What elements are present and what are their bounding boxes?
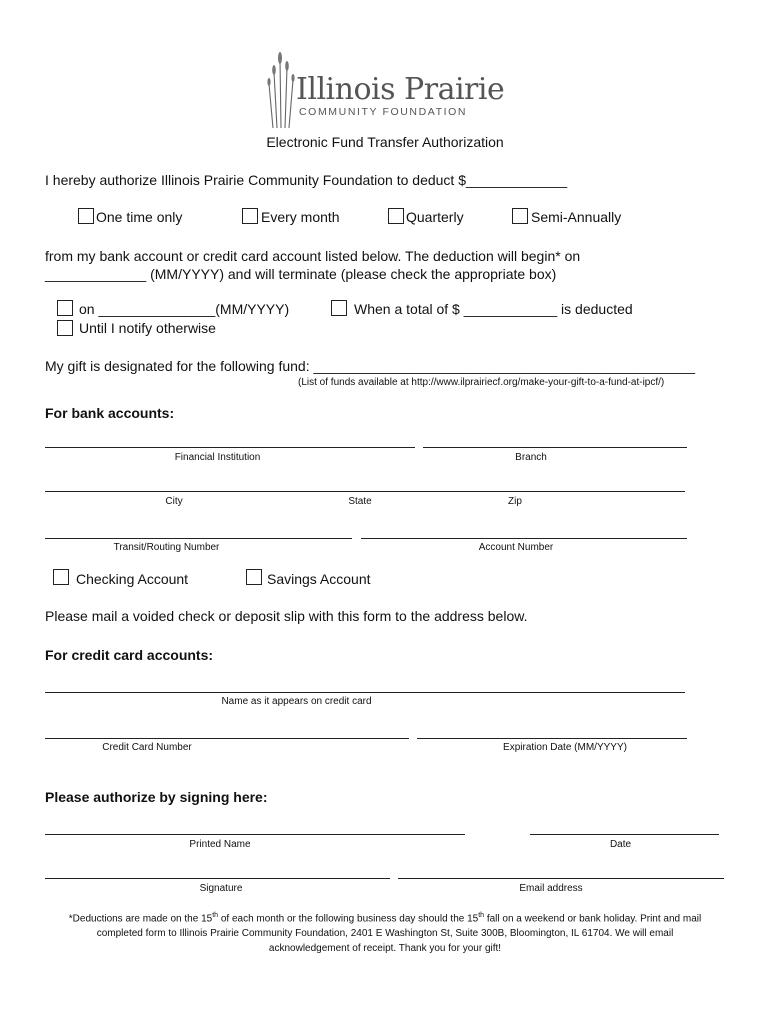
routing-line[interactable] bbox=[45, 538, 352, 539]
logo bbox=[266, 50, 506, 130]
zip-caption: Zip bbox=[508, 496, 522, 507]
fund-note: (List of funds available at http://www.ilprairiecf.org/make-your-gift-to-a-fund-at-ipcf/) bbox=[298, 377, 665, 388]
cardholder-name-caption: Name as it appears on credit card bbox=[221, 696, 372, 707]
checkbox-savings[interactable] bbox=[246, 569, 262, 585]
form-title: Electronic Fund Transfer Authorization bbox=[266, 134, 504, 150]
footnote-line-1: *Deductions are made on the 15th of each month or the following business day should the 15th fall on a weekend or bank holiday. Print and mail bbox=[68, 912, 702, 925]
checkbox-checking[interactable] bbox=[53, 569, 69, 585]
expiration-line[interactable] bbox=[417, 738, 687, 739]
account-number-line[interactable] bbox=[361, 538, 687, 539]
credit-heading: For credit card accounts: bbox=[45, 647, 214, 663]
email-caption: Email address bbox=[519, 883, 583, 894]
financial-institution-caption: Financial Institution bbox=[174, 452, 261, 463]
checkbox-terminate-total[interactable] bbox=[331, 300, 347, 316]
checkbox-terminate-until[interactable] bbox=[57, 320, 73, 336]
card-number-caption: Credit Card Number bbox=[102, 742, 192, 753]
signature-line[interactable] bbox=[45, 878, 390, 879]
label-terminate-on: on _______________(MM/YYYY) bbox=[79, 301, 290, 317]
branch-caption: Branch bbox=[515, 452, 547, 463]
authorize-text: I hereby authorize Illinois Prairie Community Foundation to deduct $_____________ bbox=[45, 172, 568, 188]
date-caption: Date bbox=[609, 839, 632, 850]
from-text: from my bank account or credit card account listed below. The deduction will begin* on bbox=[45, 248, 581, 264]
city-caption: City bbox=[165, 496, 183, 507]
checkbox-semi-annually[interactable] bbox=[512, 208, 528, 224]
mail-note: Please mail a voided check or deposit slip with this form to the address below. bbox=[45, 608, 528, 624]
state-caption: State bbox=[348, 496, 372, 507]
label-savings: Savings Account bbox=[267, 571, 371, 587]
footnote-line-3: acknowledgement of receipt. Thank you for your gift! bbox=[268, 943, 502, 955]
label-terminate-until: Until I notify otherwise bbox=[79, 320, 216, 336]
email-line[interactable] bbox=[398, 878, 724, 879]
financial-institution-line[interactable] bbox=[45, 447, 415, 448]
date-line[interactable] bbox=[530, 834, 719, 835]
checkbox-every-month[interactable] bbox=[242, 208, 258, 224]
footnote bbox=[40, 908, 730, 956]
checkbox-quarterly[interactable] bbox=[388, 208, 404, 224]
branch-line[interactable] bbox=[423, 447, 687, 448]
label-terminate-total: When a total of $ ____________ is deducted bbox=[354, 301, 633, 317]
printed-name-caption: Printed Name bbox=[189, 839, 251, 850]
city-state-zip-line[interactable] bbox=[45, 491, 685, 492]
logo-subtitle: COMMUNITY FOUNDATION bbox=[299, 106, 468, 118]
label-semi-annually: Semi-Annually bbox=[531, 209, 622, 225]
printed-name-line[interactable] bbox=[45, 834, 465, 835]
begin-text: _____________ (MM/YYYY) and will terminate (please check the appropriate box) bbox=[45, 266, 557, 282]
logo-name: Illinois Prairie bbox=[296, 72, 505, 107]
label-one-time: One time only bbox=[96, 209, 183, 225]
bank-heading: For bank accounts: bbox=[45, 405, 175, 421]
checkbox-one-time[interactable] bbox=[78, 208, 94, 224]
signature-caption: Signature bbox=[199, 883, 243, 894]
checkbox-terminate-on[interactable] bbox=[57, 300, 73, 316]
sign-heading: Please authorize by signing here: bbox=[45, 789, 268, 805]
card-number-line[interactable] bbox=[45, 738, 409, 739]
fund-label: My gift is designated for the following fund: _________________________________________________ bbox=[45, 358, 696, 374]
cardholder-name-line[interactable] bbox=[45, 692, 685, 693]
expiration-caption: Expiration Date (MM/YYYY) bbox=[503, 742, 627, 753]
account-number-caption: Account Number bbox=[478, 542, 554, 553]
routing-caption: Transit/Routing Number bbox=[113, 542, 220, 553]
label-checking: Checking Account bbox=[76, 571, 189, 587]
prairie-grass-icon bbox=[266, 50, 296, 128]
footnote-line-2: completed form to Illinois Prairie Community Foundation, 2401 E Washington St, Suite 300B, Bloomington, IL 61704. We will email bbox=[96, 928, 674, 940]
label-every-month: Every month bbox=[261, 209, 340, 225]
label-quarterly: Quarterly bbox=[406, 209, 464, 225]
